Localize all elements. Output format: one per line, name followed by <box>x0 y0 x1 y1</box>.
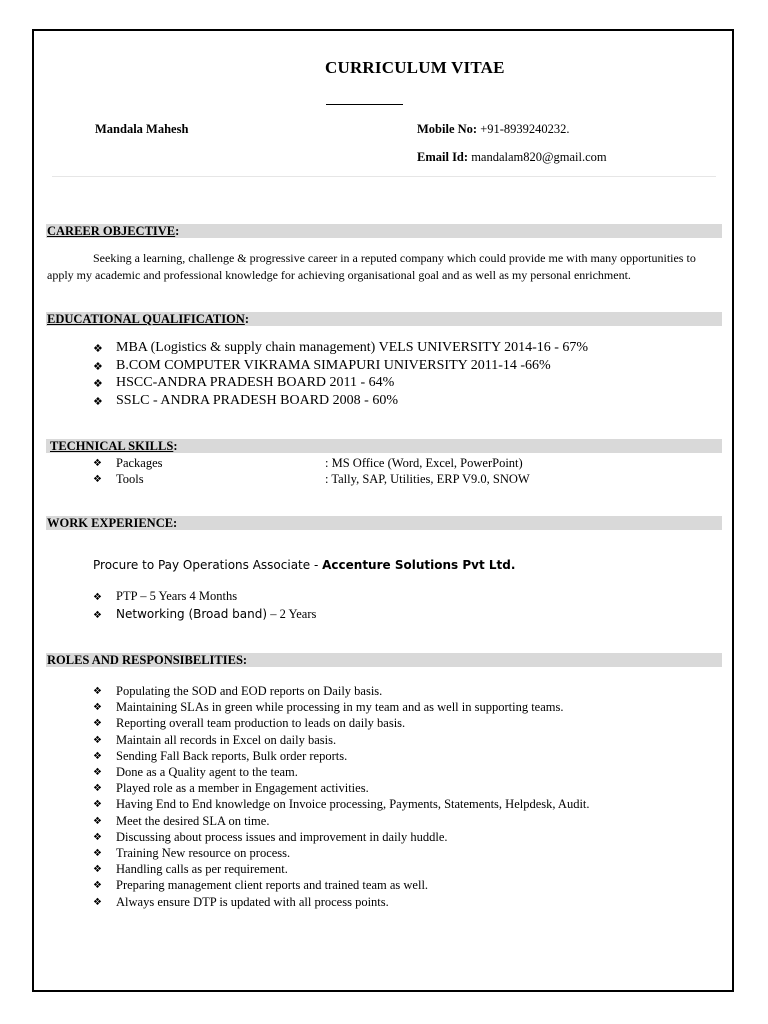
diamond-bullet-icon: ❖ <box>93 783 102 795</box>
diamond-bullet-icon: ❖ <box>93 848 102 860</box>
mobile-label: Mobile No: <box>417 122 478 136</box>
email-label: Email Id: <box>417 150 469 164</box>
list-item: ❖ Maintain all records in Excel on daily basis. <box>93 732 590 748</box>
list-item: ❖ PTP – 5 Years 4 Months <box>93 587 316 605</box>
diamond-bullet-icon: ❖ <box>93 377 103 391</box>
list-item: ❖ Played role as a member in Engagement activities. <box>93 780 590 796</box>
diamond-bullet-icon: ❖ <box>93 750 102 762</box>
list-item: ❖ Tools : Tally, SAP, Utilities, ERP V9.0, SNOW <box>93 472 530 486</box>
list-item: ❖ Discussing about process issues and improvement in daily huddle. <box>93 829 590 845</box>
roles-list <box>93 683 590 910</box>
diamond-bullet-icon: ❖ <box>93 458 102 469</box>
list-item: ❖ Packages : MS Office (Word, Excel, PowerPoint) <box>93 456 523 470</box>
work-heading: WORK EXPERIENCE: <box>47 516 178 530</box>
mobile-value: +91-8939240232. <box>477 122 570 136</box>
diamond-bullet-icon: ❖ <box>93 702 102 714</box>
diamond-bullet-icon: ❖ <box>93 718 102 730</box>
diamond-bullet-icon: ❖ <box>93 799 102 811</box>
diamond-bullet-icon: ❖ <box>93 880 102 892</box>
list-item: ❖ Sending Fall Back reports, Bulk order reports. <box>93 748 590 764</box>
diamond-bullet-icon: ❖ <box>93 896 102 908</box>
list-item: ❖ Having End to End knowledge on Invoice processing, Payments, Statements, Helpdesk, Audit. <box>93 796 590 812</box>
list-item: ❖ Training New resource on process. <box>93 845 590 861</box>
roles-heading: ROLES AND RESPONSIBELITIES: <box>47 653 248 667</box>
diamond-bullet-icon: ❖ <box>93 610 102 621</box>
diamond-bullet-icon: ❖ <box>93 359 103 373</box>
career-objective-text: Seeking a learning, challenge & progressive career in a reputed company which could provide me with many opportunities to apply my academic and professional knowledge for achieving organisational goal and as well as my personal enrichment. <box>47 251 696 282</box>
skills-list <box>93 455 530 487</box>
experience-list <box>93 587 316 623</box>
diamond-bullet-icon: ❖ <box>93 342 103 355</box>
job-title: Procure to Pay Operations Associate - Accenture Solutions Pvt Ltd. <box>93 558 516 572</box>
list-item: ❖ Networking (Broad band) – 2 Years <box>93 605 316 623</box>
career-objective-heading: CAREER OBJECTIVE: <box>47 224 180 238</box>
header-divider <box>52 176 716 177</box>
list-item: ❖ B.COM COMPUTER VIKRAMA SIMAPURI UNIVERSITY 2011-14 -66% <box>93 357 588 375</box>
company-name: Accenture Solutions Pvt Ltd. <box>322 558 516 572</box>
list-item: ❖ Populating the SOD and EOD reports on Daily basis. <box>93 683 590 699</box>
list-item: ❖ Maintaining SLAs in green while processing in my team and as well in supporting teams. <box>93 699 590 715</box>
mobile-line <box>417 122 570 137</box>
email-line <box>417 150 607 165</box>
diamond-bullet-icon: ❖ <box>93 474 102 485</box>
page-title: CURRICULUM VITAE <box>325 58 505 77</box>
diamond-bullet-icon: ❖ <box>93 592 102 603</box>
diamond-bullet-icon: ❖ <box>93 831 102 843</box>
list-item: ❖ Meet the desired SLA on time. <box>93 813 590 829</box>
list-item: ❖ SSLC - ANDRA PRADESH BOARD 2008 - 60% <box>93 392 588 410</box>
diamond-bullet-icon: ❖ <box>93 686 102 697</box>
list-item: ❖ MBA (Logistics & supply chain management) VELS UNIVERSITY 2014-16 - 67% <box>93 339 588 357</box>
diamond-bullet-icon: ❖ <box>93 734 102 746</box>
list-item: ❖ Done as a Quality agent to the team. <box>93 764 590 780</box>
list-item: ❖ Handling calls as per requirement. <box>93 861 590 877</box>
diamond-bullet-icon: ❖ <box>93 864 102 876</box>
education-heading: EDUCATIONAL QUALIFICATION: <box>47 312 249 326</box>
diamond-bullet-icon: ❖ <box>93 395 103 409</box>
title-underline <box>326 104 403 105</box>
diamond-bullet-icon: ❖ <box>93 767 102 779</box>
list-item: ❖ Reporting overall team production to leads on daily basis. <box>93 715 590 731</box>
diamond-bullet-icon: ❖ <box>93 815 102 827</box>
skills-heading: TECHNICAL SKILLS: <box>50 439 178 453</box>
email-value[interactable]: mandalam820@gmail.com <box>468 150 607 164</box>
candidate-name: Mandala Mahesh <box>95 122 189 136</box>
list-item: ❖ Always ensure DTP is updated with all process points. <box>93 894 590 910</box>
education-list <box>93 339 588 410</box>
list-item: ❖ Preparing management client reports and trained team as well. <box>93 877 590 893</box>
list-item: ❖ HSCC-ANDRA PRADESH BOARD 2011 - 64% <box>93 374 588 392</box>
